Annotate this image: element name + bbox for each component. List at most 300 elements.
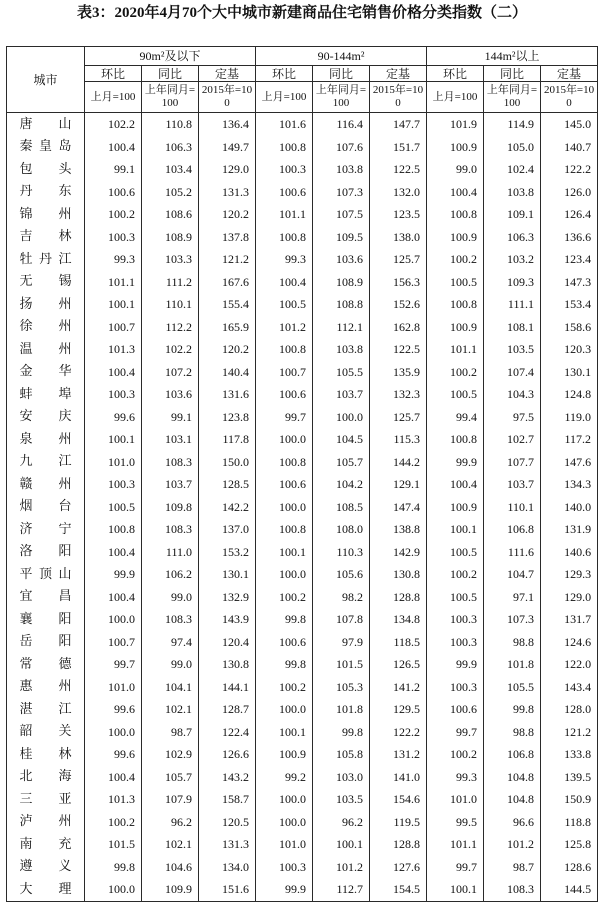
value-cell: 104.2 — [313, 473, 370, 496]
value-cell: 145.0 — [541, 113, 598, 136]
value-cell: 158.6 — [541, 316, 598, 339]
value-cell: 104.8 — [484, 788, 541, 811]
city-cell — [7, 473, 85, 496]
value-cell: 100.1 — [427, 518, 484, 541]
value-cell: 142.2 — [199, 496, 256, 519]
city-cell — [7, 136, 85, 159]
value-cell: 98.8 — [484, 631, 541, 654]
value-cell: 121.2 — [541, 721, 598, 744]
city-name: 大理 — [19, 881, 72, 897]
value-cell: 105.0 — [484, 136, 541, 159]
value-cell: 101.0 — [85, 676, 142, 699]
city-name: 金华 — [19, 364, 72, 379]
value-cell: 96.2 — [313, 811, 370, 834]
value-cell: 131.6 — [199, 383, 256, 406]
table-row — [7, 383, 598, 406]
value-cell: 100.5 — [427, 271, 484, 294]
value-cell: 129.1 — [370, 473, 427, 496]
value-cell: 100.7 — [85, 316, 142, 339]
value-cell: 98.7 — [142, 721, 199, 744]
table-row — [7, 473, 598, 496]
value-cell: 100.3 — [256, 158, 313, 181]
value-cell: 99.8 — [313, 721, 370, 744]
city-cell — [7, 788, 85, 811]
city-name: 襄阳 — [19, 611, 72, 627]
value-cell: 100.5 — [85, 496, 142, 519]
city-name: 唐山 — [19, 116, 72, 132]
city-cell — [7, 338, 85, 361]
value-cell: 100.6 — [256, 181, 313, 204]
city-cell — [7, 563, 85, 586]
table-row — [7, 248, 598, 271]
value-cell: 101.3 — [85, 338, 142, 361]
table-row — [7, 136, 598, 159]
city-cell — [7, 428, 85, 451]
value-cell: 100.8 — [427, 428, 484, 451]
value-cell: 132.3 — [370, 383, 427, 406]
city-cell — [7, 856, 85, 879]
value-cell: 100.6 — [256, 473, 313, 496]
value-cell: 101.1 — [256, 203, 313, 226]
value-cell: 109.9 — [142, 878, 199, 901]
value-cell: 122.2 — [370, 721, 427, 744]
value-cell: 152.6 — [370, 293, 427, 316]
value-cell: 140.7 — [541, 136, 598, 159]
value-cell: 100.0 — [256, 811, 313, 834]
value-cell: 100.2 — [427, 248, 484, 271]
value-cell: 103.0 — [313, 766, 370, 789]
value-cell: 101.5 — [85, 833, 142, 856]
value-cell: 103.7 — [313, 383, 370, 406]
value-cell: 122.4 — [199, 721, 256, 744]
value-cell: 100.8 — [256, 451, 313, 474]
value-cell: 107.4 — [484, 361, 541, 384]
value-cell: 100.3 — [256, 856, 313, 879]
table-row — [7, 181, 598, 204]
value-cell: 99.8 — [85, 856, 142, 879]
city-name: 锦州 — [19, 206, 72, 222]
column-header-fixed-base: 定基 — [370, 66, 427, 82]
value-cell: 124.6 — [541, 631, 598, 654]
value-cell: 128.7 — [199, 698, 256, 721]
value-cell: 103.2 — [484, 248, 541, 271]
value-cell: 108.0 — [313, 518, 370, 541]
value-cell: 165.9 — [199, 316, 256, 339]
value-cell: 107.9 — [142, 788, 199, 811]
table-row — [7, 653, 598, 676]
value-cell: 99.6 — [85, 698, 142, 721]
value-cell: 110.1 — [142, 293, 199, 316]
value-cell: 147.4 — [370, 496, 427, 519]
value-cell: 97.9 — [313, 631, 370, 654]
header-row-measures — [7, 66, 598, 82]
city-cell — [7, 316, 85, 339]
value-cell: 99.4 — [427, 406, 484, 429]
value-cell: 130.1 — [199, 563, 256, 586]
value-cell: 156.3 — [370, 271, 427, 294]
value-cell: 138.0 — [370, 226, 427, 249]
price-index-table — [6, 46, 598, 902]
table-row — [7, 721, 598, 744]
table-row — [7, 271, 598, 294]
value-cell: 105.3 — [313, 676, 370, 699]
value-cell: 106.8 — [484, 743, 541, 766]
value-cell: 100.5 — [427, 586, 484, 609]
value-cell: 108.6 — [142, 203, 199, 226]
value-cell: 100.3 — [85, 383, 142, 406]
value-cell: 118.8 — [541, 811, 598, 834]
city-cell — [7, 203, 85, 226]
city-name: 牡丹江 — [19, 251, 72, 267]
value-cell: 104.6 — [142, 856, 199, 879]
value-cell: 103.8 — [313, 158, 370, 181]
value-cell: 97.4 — [142, 631, 199, 654]
city-cell — [7, 721, 85, 744]
value-cell: 125.8 — [541, 833, 598, 856]
value-cell: 99.8 — [256, 608, 313, 631]
column-header-yoy: 同比 — [313, 66, 370, 82]
value-cell: 135.9 — [370, 361, 427, 384]
table-body — [7, 113, 598, 902]
value-cell: 150.0 — [199, 451, 256, 474]
value-cell: 100.8 — [427, 203, 484, 226]
value-cell: 99.9 — [85, 563, 142, 586]
value-cell: 129.3 — [541, 563, 598, 586]
city-cell — [7, 181, 85, 204]
value-cell: 98.8 — [484, 721, 541, 744]
city-cell — [7, 631, 85, 654]
city-name: 平顶山 — [19, 566, 72, 582]
value-cell: 111.2 — [142, 271, 199, 294]
value-cell: 128.8 — [370, 833, 427, 856]
value-cell: 99.7 — [427, 721, 484, 744]
value-cell: 103.8 — [484, 181, 541, 204]
city-name: 惠州 — [19, 679, 72, 694]
value-cell: 101.3 — [85, 788, 142, 811]
value-cell: 101.2 — [256, 316, 313, 339]
value-cell: 162.8 — [370, 316, 427, 339]
value-cell: 102.1 — [142, 833, 199, 856]
value-cell: 108.9 — [142, 226, 199, 249]
value-cell: 100.1 — [256, 721, 313, 744]
value-cell: 100.8 — [256, 136, 313, 159]
value-cell: 134.3 — [541, 473, 598, 496]
city-name: 无锡 — [19, 274, 72, 289]
value-cell: 122.0 — [541, 653, 598, 676]
value-cell: 100.0 — [256, 496, 313, 519]
table-row — [7, 158, 598, 181]
city-cell — [7, 248, 85, 271]
value-cell: 112.7 — [313, 878, 370, 901]
value-cell: 100.0 — [256, 698, 313, 721]
value-cell: 140.0 — [541, 496, 598, 519]
city-name: 泉州 — [19, 431, 72, 447]
value-cell: 153.4 — [541, 293, 598, 316]
table-row — [7, 338, 598, 361]
table-row — [7, 743, 598, 766]
value-cell: 144.1 — [199, 676, 256, 699]
value-cell: 103.7 — [142, 473, 199, 496]
value-cell: 125.7 — [370, 248, 427, 271]
value-cell: 106.8 — [484, 518, 541, 541]
value-cell: 100.9 — [427, 496, 484, 519]
value-cell: 114.9 — [484, 113, 541, 136]
value-cell: 100.6 — [256, 631, 313, 654]
table-row — [7, 361, 598, 384]
value-cell: 109.3 — [484, 271, 541, 294]
value-cell: 100.4 — [427, 181, 484, 204]
value-cell: 120.3 — [541, 338, 598, 361]
table-row — [7, 766, 598, 789]
value-cell: 131.9 — [541, 518, 598, 541]
value-cell: 104.3 — [484, 383, 541, 406]
city-cell — [7, 451, 85, 474]
value-cell: 100.6 — [256, 383, 313, 406]
value-cell: 108.3 — [484, 878, 541, 901]
value-cell: 119.5 — [370, 811, 427, 834]
value-cell: 99.8 — [484, 698, 541, 721]
value-cell: 101.0 — [256, 833, 313, 856]
value-cell: 149.7 — [199, 136, 256, 159]
value-cell: 144.2 — [370, 451, 427, 474]
value-cell: 97.1 — [484, 586, 541, 609]
value-cell: 100.8 — [85, 518, 142, 541]
value-cell: 100.1 — [85, 293, 142, 316]
value-cell: 103.1 — [142, 428, 199, 451]
city-name: 温州 — [19, 341, 72, 357]
value-cell: 100.4 — [85, 361, 142, 384]
value-cell: 137.8 — [199, 226, 256, 249]
city-cell — [7, 158, 85, 181]
value-cell: 138.8 — [370, 518, 427, 541]
column-header-yoy: 同比 — [142, 66, 199, 82]
value-cell: 122.2 — [541, 158, 598, 181]
table-title: 表3：2020年4月70个大中城市新建商品住宅销售价格分类指数（二） — [76, 5, 527, 21]
value-cell: 108.5 — [313, 496, 370, 519]
value-cell: 142.9 — [370, 541, 427, 564]
city-cell — [7, 226, 85, 249]
value-cell: 103.5 — [484, 338, 541, 361]
base-label-yoy: 上年同月=100 — [484, 82, 541, 113]
base-label-fixed-base: 2015年=100 — [199, 82, 256, 113]
value-cell: 109.1 — [484, 203, 541, 226]
value-cell: 100.0 — [85, 608, 142, 631]
value-cell: 123.4 — [541, 248, 598, 271]
value-cell: 109.5 — [313, 226, 370, 249]
value-cell: 100.3 — [85, 226, 142, 249]
value-cell: 100.6 — [85, 181, 142, 204]
value-cell: 100.4 — [85, 586, 142, 609]
value-cell: 125.7 — [370, 406, 427, 429]
value-cell: 103.7 — [484, 473, 541, 496]
value-cell: 104.1 — [142, 676, 199, 699]
value-cell: 110.1 — [484, 496, 541, 519]
value-cell: 120.4 — [199, 631, 256, 654]
value-cell: 131.3 — [199, 181, 256, 204]
value-cell: 99.0 — [142, 653, 199, 676]
city-cell — [7, 541, 85, 564]
base-label-mom: 上月=100 — [85, 82, 142, 113]
value-cell: 99.3 — [256, 248, 313, 271]
value-cell: 101.0 — [85, 451, 142, 474]
city-name: 韶关 — [19, 724, 72, 739]
value-cell: 100.4 — [427, 473, 484, 496]
table-row — [7, 833, 598, 856]
value-cell: 100.2 — [427, 361, 484, 384]
value-cell: 107.7 — [484, 451, 541, 474]
value-cell: 99.6 — [85, 406, 142, 429]
city-name: 常德 — [19, 656, 72, 672]
value-cell: 126.5 — [370, 653, 427, 676]
value-cell: 100.1 — [85, 428, 142, 451]
group-header-90-144: 90-144m² — [256, 47, 427, 66]
city-cell — [7, 518, 85, 541]
value-cell: 154.6 — [370, 788, 427, 811]
column-header-fixed-base: 定基 — [199, 66, 256, 82]
value-cell: 130.8 — [199, 653, 256, 676]
value-cell: 106.2 — [142, 563, 199, 586]
value-cell: 100.2 — [427, 563, 484, 586]
value-cell: 121.2 — [199, 248, 256, 271]
value-cell: 120.5 — [199, 811, 256, 834]
value-cell: 101.2 — [313, 856, 370, 879]
value-cell: 147.6 — [541, 451, 598, 474]
value-cell: 100.3 — [427, 631, 484, 654]
value-cell: 158.7 — [199, 788, 256, 811]
value-cell: 106.3 — [142, 136, 199, 159]
value-cell: 134.8 — [370, 608, 427, 631]
value-cell: 100.2 — [427, 743, 484, 766]
city-name: 九江 — [19, 454, 72, 469]
value-cell: 100.4 — [256, 271, 313, 294]
table-row — [7, 203, 598, 226]
city-cell — [7, 833, 85, 856]
value-cell: 99.2 — [256, 766, 313, 789]
value-cell: 101.2 — [484, 833, 541, 856]
value-cell: 154.5 — [370, 878, 427, 901]
value-cell: 147.3 — [541, 271, 598, 294]
value-cell: 133.8 — [541, 743, 598, 766]
value-cell: 101.8 — [313, 698, 370, 721]
value-cell: 96.2 — [142, 811, 199, 834]
value-cell: 120.2 — [199, 338, 256, 361]
value-cell: 100.5 — [427, 383, 484, 406]
value-cell: 98.2 — [313, 586, 370, 609]
value-cell: 105.6 — [313, 563, 370, 586]
value-cell: 118.5 — [370, 631, 427, 654]
value-cell: 108.9 — [313, 271, 370, 294]
value-cell: 100.2 — [256, 676, 313, 699]
table-row — [7, 811, 598, 834]
value-cell: 131.7 — [541, 608, 598, 631]
value-cell: 129.5 — [370, 698, 427, 721]
value-cell: 97.5 — [484, 406, 541, 429]
value-cell: 122.5 — [370, 158, 427, 181]
value-cell: 117.8 — [199, 428, 256, 451]
value-cell: 100.6 — [427, 698, 484, 721]
city-name: 北海 — [19, 769, 72, 784]
table-row — [7, 788, 598, 811]
value-cell: 100.9 — [427, 316, 484, 339]
value-cell: 101.9 — [427, 113, 484, 136]
city-cell — [7, 271, 85, 294]
city-name: 安庆 — [19, 409, 72, 424]
value-cell: 99.0 — [142, 586, 199, 609]
value-cell: 153.2 — [199, 541, 256, 564]
value-cell: 110.8 — [142, 113, 199, 136]
table-row — [7, 226, 598, 249]
value-cell: 102.1 — [142, 698, 199, 721]
value-cell: 103.6 — [313, 248, 370, 271]
value-cell: 130.1 — [541, 361, 598, 384]
value-cell: 100.0 — [85, 878, 142, 901]
header-row-bases — [7, 82, 598, 113]
value-cell: 100.7 — [256, 361, 313, 384]
value-cell: 105.5 — [484, 676, 541, 699]
value-cell: 100.2 — [256, 586, 313, 609]
base-label-mom: 上月=100 — [427, 82, 484, 113]
value-cell: 96.6 — [484, 811, 541, 834]
value-cell: 100.3 — [427, 676, 484, 699]
city-header: 城市 — [7, 47, 85, 113]
value-cell: 99.9 — [427, 451, 484, 474]
base-label-fixed-base: 2015年=100 — [370, 82, 427, 113]
city-cell — [7, 743, 85, 766]
city-cell — [7, 586, 85, 609]
value-cell: 112.2 — [142, 316, 199, 339]
table-row — [7, 293, 598, 316]
value-cell: 102.9 — [142, 743, 199, 766]
value-cell: 108.3 — [142, 518, 199, 541]
column-header-fixed-base: 定基 — [541, 66, 598, 82]
value-cell: 140.4 — [199, 361, 256, 384]
table-row — [7, 541, 598, 564]
value-cell: 119.0 — [541, 406, 598, 429]
value-cell: 98.7 — [484, 856, 541, 879]
table-header — [7, 47, 598, 113]
value-cell: 99.6 — [85, 743, 142, 766]
city-cell — [7, 293, 85, 316]
value-cell: 126.0 — [541, 181, 598, 204]
value-cell: 103.5 — [313, 788, 370, 811]
value-cell: 132.0 — [370, 181, 427, 204]
value-cell: 99.1 — [142, 406, 199, 429]
value-cell: 124.8 — [541, 383, 598, 406]
city-name: 吉林 — [19, 229, 72, 244]
city-name: 徐州 — [19, 319, 72, 334]
value-cell: 102.2 — [142, 338, 199, 361]
value-cell: 130.8 — [370, 563, 427, 586]
value-cell: 100.4 — [85, 766, 142, 789]
city-name: 岳阳 — [19, 634, 72, 649]
value-cell: 128.8 — [370, 586, 427, 609]
value-cell: 155.4 — [199, 293, 256, 316]
value-cell: 102.4 — [484, 158, 541, 181]
value-cell: 100.1 — [313, 833, 370, 856]
value-cell: 100.0 — [256, 788, 313, 811]
value-cell: 99.9 — [427, 653, 484, 676]
value-cell: 100.9 — [427, 226, 484, 249]
value-cell: 100.5 — [256, 293, 313, 316]
city-name: 遵义 — [19, 859, 72, 874]
value-cell: 99.7 — [256, 406, 313, 429]
value-cell: 100.2 — [85, 203, 142, 226]
city-name: 桂林 — [19, 746, 72, 762]
value-cell: 104.5 — [313, 428, 370, 451]
value-cell: 128.5 — [199, 473, 256, 496]
value-cell: 137.0 — [199, 518, 256, 541]
value-cell: 99.7 — [85, 653, 142, 676]
